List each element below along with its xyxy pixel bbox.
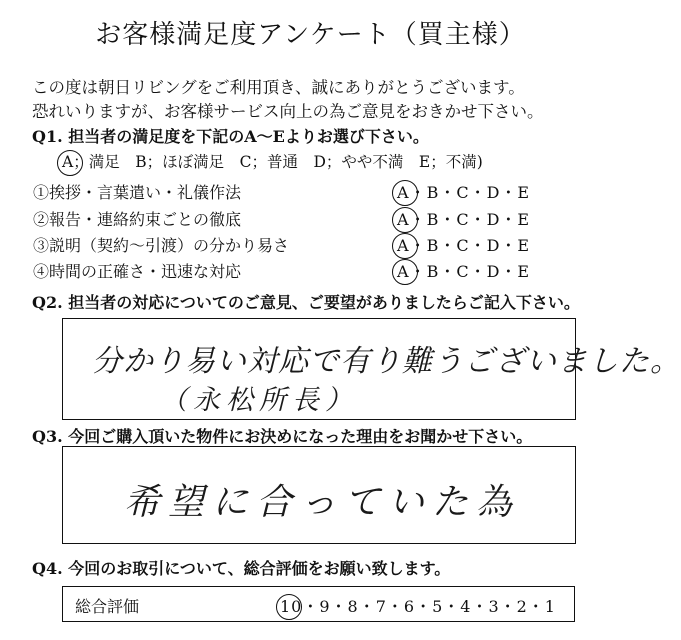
q1-legend-rest: ；満足 B；ほぼ満足 C；普通 D；やや不満 E；不満) (73, 153, 483, 171)
intro-line-2: 恐れいりますが、お客様サービス向上の為ご意見をおきかせ下さい。 (32, 102, 544, 121)
q2-answer-line-1: 分かり易い対応で有り難うございました。 (92, 344, 681, 379)
q1-item-3-rating[interactable] (397, 233, 530, 256)
q1-legend (62, 150, 483, 172)
q1-heading: Q1. 担当者の満足度を下記のA〜Eよりお選び下さい。 (32, 127, 429, 146)
q2-answer-line-2: （永松所長） (160, 385, 358, 416)
q1-item-2-label: ②報告・連絡約束ごとの徹底 (33, 210, 242, 229)
q1-legend-selected: A (62, 153, 74, 171)
q1-item-2-options[interactable]: ・B・C・D・E (409, 210, 531, 229)
q1-item-3-selected[interactable]: A (397, 236, 410, 255)
intro-line-1: この度は朝日リビングをご利用頂き、誠にありがとうございます。 (32, 78, 525, 97)
q1-item-3-label: ③説明（契約〜引渡）の分かり易さ (33, 236, 290, 255)
q1-item-4-options[interactable]: ・B・C・D・E (409, 262, 531, 281)
q2-heading: Q2. 担当者の対応についてのご意見、ご要望がありましたらご記入下さい。 (32, 293, 580, 312)
q1-item-4-selected[interactable]: A (397, 262, 410, 281)
q1-item-1-label: ①挨拶・言葉遣い・礼儀作法 (33, 183, 242, 202)
q1-item-4-rating[interactable] (397, 259, 530, 282)
q1-item-4-label: ④時間の正確さ・迅速な対応 (33, 262, 242, 281)
q4-overall-label: 総合評価 (75, 597, 140, 616)
q4-selected-score[interactable]: 10 (280, 597, 303, 616)
q1-item-1-options[interactable]: ・B・C・D・E (409, 183, 531, 202)
q4-heading: Q4. 今回のお取引について、総合評価をお願い致します。 (32, 559, 451, 578)
q3-heading: Q3. 今回ご購入頂いた物件にお決めになった理由をお聞かせ下さい。 (32, 427, 533, 446)
page-title: お客様満足度アンケート（買主様） (95, 20, 526, 50)
q4-overall-scale[interactable] (280, 594, 556, 617)
q1-item-1-rating[interactable] (397, 180, 530, 203)
q1-item-2-rating[interactable] (397, 207, 530, 230)
q1-item-1-selected[interactable]: A (397, 183, 410, 202)
q4-score-options[interactable]: ・9・8・7・6・5・4・3・2・1 (302, 597, 556, 616)
q3-answer: 希望に合っていた為 (124, 482, 521, 523)
q1-item-2-selected[interactable]: A (397, 210, 410, 229)
q1-item-3-options[interactable]: ・B・C・D・E (409, 236, 531, 255)
q1-legend-selected-circle (62, 153, 73, 171)
